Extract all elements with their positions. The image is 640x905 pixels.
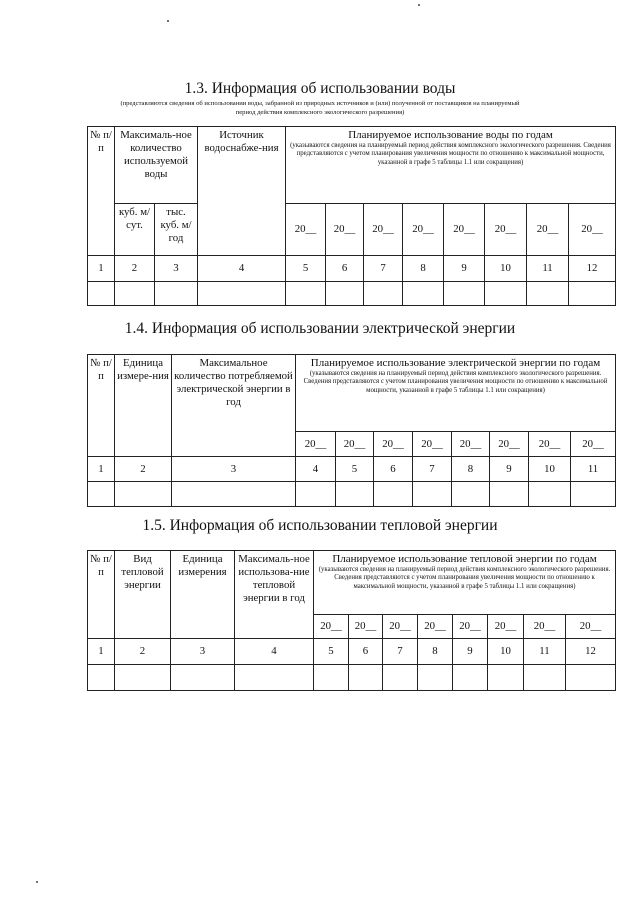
- column-number: 9: [453, 639, 488, 665]
- water-plan-label: Планируемое использование воды по годам: [348, 129, 553, 141]
- empty-cell: [172, 482, 296, 507]
- electric-header-num: № п/п: [88, 355, 115, 457]
- column-number: 8: [403, 256, 444, 282]
- column-number: 4: [296, 457, 336, 482]
- electric-year-cell: 20__: [452, 432, 490, 457]
- empty-cell: [326, 282, 364, 306]
- water-year-cell: 20__: [485, 204, 527, 256]
- electric-year-cell: 20__: [571, 432, 616, 457]
- electric-plan-note: (указываются сведения на планируемый период действия комплексного экологического разрешения. Сведения представляются с учетом планирования увеличения мощности по отношению к максимальной мощности, указанной в графе 5 таблицы 1.1 или сокращения): [303, 370, 608, 394]
- empty-cell: [314, 665, 349, 691]
- empty-cell: [444, 282, 485, 306]
- column-number: 12: [566, 639, 616, 665]
- column-number: 4: [198, 256, 286, 282]
- empty-cell: [171, 665, 235, 691]
- electric-column-number-row: [88, 457, 616, 482]
- heat-column-number-row: [88, 639, 616, 665]
- empty-cell: [418, 665, 453, 691]
- column-number: 10: [488, 639, 524, 665]
- empty-cell: [569, 282, 616, 306]
- column-number: 1: [88, 256, 115, 282]
- empty-cell: [296, 482, 336, 507]
- electric-year-cell: 20__: [490, 432, 529, 457]
- heat-plan-label: Планируемое использование тепловой энергии по годам: [332, 553, 597, 565]
- heat-header-kind: Вид тепловой энергии: [115, 551, 171, 639]
- column-number: 5: [314, 639, 349, 665]
- heat-year-cell: 20__: [488, 615, 524, 639]
- scan-speck: [418, 4, 420, 6]
- heat-header-unit: Единица измерения: [171, 551, 235, 639]
- empty-cell: [88, 282, 115, 306]
- empty-cell: [527, 282, 569, 306]
- water-header-plan: [286, 127, 616, 204]
- column-number: 7: [413, 457, 452, 482]
- scan-speck: [167, 20, 169, 22]
- empty-cell: [115, 282, 155, 306]
- heat-year-cell: 20__: [383, 615, 418, 639]
- heat-section-title: 1.5. Информация об использовании тепловой энергии: [142, 517, 498, 534]
- column-number: 9: [490, 457, 529, 482]
- empty-cell: [336, 482, 374, 507]
- water-unit-day: куб. м/сут.: [115, 204, 155, 256]
- empty-cell: [349, 665, 383, 691]
- empty-cell: [403, 282, 444, 306]
- heat-header-max-qty: Максималь-ное использова-ние тепловой энергии в год: [235, 551, 314, 639]
- water-table: [87, 126, 616, 306]
- column-number: 3: [155, 256, 198, 282]
- column-number: 10: [529, 457, 571, 482]
- empty-cell: [383, 665, 418, 691]
- heat-year-cell: 20__: [566, 615, 616, 639]
- column-number: 12: [569, 256, 616, 282]
- column-number: 5: [286, 256, 326, 282]
- scan-speck: [36, 881, 38, 883]
- heat-year-cell: 20__: [314, 615, 349, 639]
- water-header-num: № п/п: [88, 127, 115, 256]
- water-header-max-qty: Максималь-ное количество используемой воды: [115, 127, 198, 204]
- water-year-cell: 20__: [444, 204, 485, 256]
- empty-cell: [364, 282, 403, 306]
- electric-header-max-qty: Максимальное количество потребляемой электрической энергии в год: [172, 355, 296, 457]
- electric-plan-label: Планируемое использование электрической энергии по годам: [310, 357, 601, 369]
- water-unit-year: тыс. куб. м/год: [155, 204, 198, 256]
- empty-cell: [374, 482, 413, 507]
- heat-plan-note: (указываются сведения на планируемый период действия комплексного экологического разрешения. Сведения представляются с учетом планирования увеличения мощности по отношению к максимальной мощности, указанной в графе 5 таблицы 1.1 или сокращения): [318, 566, 611, 590]
- empty-cell: [155, 282, 198, 306]
- empty-cell: [566, 665, 616, 691]
- empty-cell: [453, 665, 488, 691]
- column-number: 2: [115, 457, 172, 482]
- column-number: 10: [485, 256, 527, 282]
- electric-year-cell: 20__: [529, 432, 571, 457]
- heat-table: [87, 550, 616, 691]
- water-section-title: 1.3. Информация об использовании воды: [184, 80, 456, 97]
- column-number: 6: [349, 639, 383, 665]
- empty-cell: [115, 665, 171, 691]
- heat-header-plan: [314, 551, 616, 615]
- column-number: 7: [364, 256, 403, 282]
- electric-year-cell: 20__: [413, 432, 452, 457]
- electric-header-unit: Единица измере-ния: [115, 355, 172, 457]
- empty-cell: [490, 482, 529, 507]
- electric-year-cell: 20__: [336, 432, 374, 457]
- empty-cell: [529, 482, 571, 507]
- column-number: 1: [88, 639, 115, 665]
- heat-empty-row: [88, 665, 616, 691]
- empty-cell: [524, 665, 566, 691]
- empty-cell: [413, 482, 452, 507]
- empty-cell: [571, 482, 616, 507]
- empty-cell: [115, 482, 172, 507]
- column-number: 3: [171, 639, 235, 665]
- heat-header-num: № п/п: [88, 551, 115, 639]
- column-number: 7: [383, 639, 418, 665]
- column-number: 8: [418, 639, 453, 665]
- water-year-cell: 20__: [326, 204, 364, 256]
- water-year-cell: 20__: [364, 204, 403, 256]
- empty-cell: [235, 665, 314, 691]
- electric-section-title: 1.4. Информация об использовании электрической энергии: [124, 320, 516, 337]
- column-number: 3: [172, 457, 296, 482]
- column-number: 2: [115, 256, 155, 282]
- electric-table: [87, 354, 616, 507]
- column-number: 5: [336, 457, 374, 482]
- water-section-subtitle: (представляются сведения об использовании воды, забранной из природных источников и (или) полученной от поставщиков на планируемый период действия комплексного экологического разрешения): [120, 100, 520, 116]
- empty-cell: [198, 282, 286, 306]
- empty-cell: [286, 282, 326, 306]
- water-year-cell: 20__: [403, 204, 444, 256]
- column-number: 6: [326, 256, 364, 282]
- water-header-source: Источник водоснабже-ния: [198, 127, 286, 256]
- electric-header-plan: [296, 355, 616, 432]
- electric-year-cell: 20__: [374, 432, 413, 457]
- empty-cell: [452, 482, 490, 507]
- column-number: 8: [452, 457, 490, 482]
- column-number: 1: [88, 457, 115, 482]
- empty-cell: [485, 282, 527, 306]
- electric-year-cell: 20__: [296, 432, 336, 457]
- water-empty-row: [88, 282, 616, 306]
- column-number: 6: [374, 457, 413, 482]
- water-plan-note: (указываются сведения на планируемый период действия комплексного экологического разрешения. Сведения представляются с учетом планирования увеличения мощности по отношению к максимальной мощности, указанной в графе 5 таблицы 1.1 или сокращения): [290, 142, 611, 166]
- column-number: 11: [524, 639, 566, 665]
- column-number: 9: [444, 256, 485, 282]
- water-year-cell: 20__: [286, 204, 326, 256]
- electric-empty-row: [88, 482, 616, 507]
- column-number: 4: [235, 639, 314, 665]
- heat-year-cell: 20__: [524, 615, 566, 639]
- column-number: 11: [571, 457, 616, 482]
- water-column-number-row: [88, 256, 616, 282]
- column-number: 2: [115, 639, 171, 665]
- heat-year-cell: 20__: [349, 615, 383, 639]
- heat-year-cell: 20__: [453, 615, 488, 639]
- heat-year-cell: 20__: [418, 615, 453, 639]
- column-number: 11: [527, 256, 569, 282]
- water-year-cell: 20__: [527, 204, 569, 256]
- empty-cell: [88, 665, 115, 691]
- water-year-cell: 20__: [569, 204, 616, 256]
- empty-cell: [88, 482, 115, 507]
- empty-cell: [488, 665, 524, 691]
